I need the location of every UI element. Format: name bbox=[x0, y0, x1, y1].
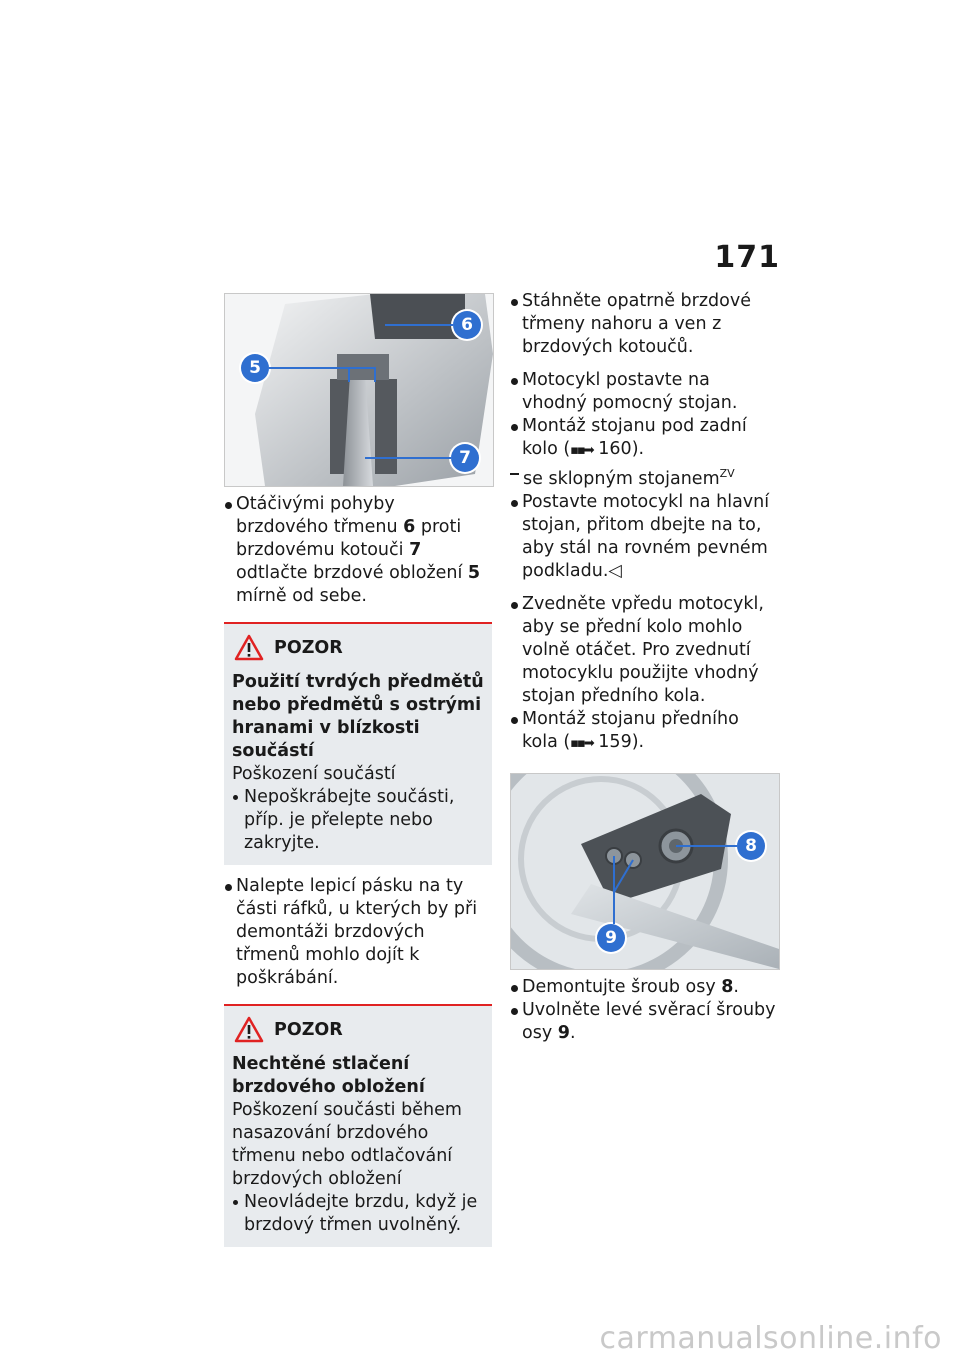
front-axle-figure bbox=[510, 773, 780, 970]
step-loosen-clamp-screws: Uvolněte levé svěrací šrouby osy 9. bbox=[510, 999, 780, 1045]
step-main-stand: Postavte motocykl na hlavní stojan, přitom dbejte na to, aby stál na rovném pevném podkladu.◁ bbox=[510, 491, 780, 583]
warning-action: Neovládejte brzdu, když je brzdový třmen uvolněný. bbox=[232, 1191, 484, 1237]
watermark: carmanualsonline.info bbox=[599, 1321, 942, 1356]
option-side-stand: se sklopným stojanem$^{ZV}$ bbox=[510, 462, 780, 491]
option-badge: ZV bbox=[719, 467, 735, 480]
step-remove-calipers: Stáhněte opatrně brzdové třmeny nahoru a ven z brzdových kotoučů. bbox=[510, 290, 780, 359]
step-rear-stand: Montáž stojanu pod zadní kolo (▪▪➡ 160). bbox=[510, 415, 780, 462]
warning-heading: Nechtěné stlačení brzdového obložení bbox=[232, 1054, 425, 1097]
warning-box-sharp-objects bbox=[224, 622, 492, 865]
right-column bbox=[510, 290, 780, 1045]
step-lift-front: Zvedněte vpředu motocykl, aby se přední kolo mohlo volně otáčet. Pro zvednutí motocyklu použijte vhodný stojan předního kola. bbox=[510, 593, 780, 708]
page-ref-link[interactable]: 159 bbox=[598, 731, 632, 752]
callout-5: 5 bbox=[241, 354, 269, 382]
warning-title: POZOR bbox=[274, 637, 343, 658]
brake-caliper-figure bbox=[224, 293, 494, 487]
warning-title: POZOR bbox=[274, 1019, 343, 1040]
step-aux-stand: Motocykl postavte na vhodný pomocný stojan. bbox=[510, 369, 780, 415]
callout-7: 7 bbox=[451, 444, 479, 472]
callout-leader-lines bbox=[511, 774, 779, 969]
warning-consequence: Poškození součástí bbox=[232, 764, 396, 784]
warning-consequence: Poškození součásti během nasazování brzdového třmenu nebo odtlačování brzdových obložení bbox=[232, 1100, 462, 1189]
page-number: 171 bbox=[714, 240, 780, 275]
warning-triangle-icon bbox=[234, 1016, 264, 1043]
end-marker-icon: ◁ bbox=[608, 560, 622, 581]
left-column bbox=[224, 293, 492, 1247]
page-ref-link[interactable]: 160 bbox=[598, 439, 632, 459]
callout-9: 9 bbox=[597, 924, 625, 952]
callout-6: 6 bbox=[453, 311, 481, 339]
step-tape-rims: Nalepte lepicí pásku na ty části ráfků, u kterých by při demontáži brzdových třmenů mohlo dojít k poškrábání. bbox=[224, 875, 492, 990]
warning-box-brake-pads bbox=[224, 1004, 492, 1247]
step-push-pads: Otáčivými pohyby brzdového třmenu 6 proti brzdovému kotouči 7 odtlačte brzdové obložení 5 mírně od sebe. bbox=[224, 493, 492, 608]
step-remove-axle-screw: Demontujte šroub osy 8. bbox=[510, 976, 780, 999]
warning-heading: Použití tvrdých předmětů nebo předmětů s ostrými hranami v blízkosti součástí bbox=[232, 672, 484, 761]
warning-triangle-icon bbox=[234, 634, 264, 661]
page-ref-arrow-icon: ▪▪➡ bbox=[570, 735, 593, 751]
callout-8: 8 bbox=[737, 832, 765, 860]
callout-leader-lines bbox=[225, 294, 493, 486]
step-front-stand: Montáž stojanu předního kola (▪▪➡ 159). bbox=[510, 708, 780, 755]
warning-action: Nepoškrábejte součásti, příp. je přelepte nebo zakryjte. bbox=[232, 786, 484, 855]
page-ref-arrow-icon: ▪▪➡ bbox=[570, 443, 593, 458]
